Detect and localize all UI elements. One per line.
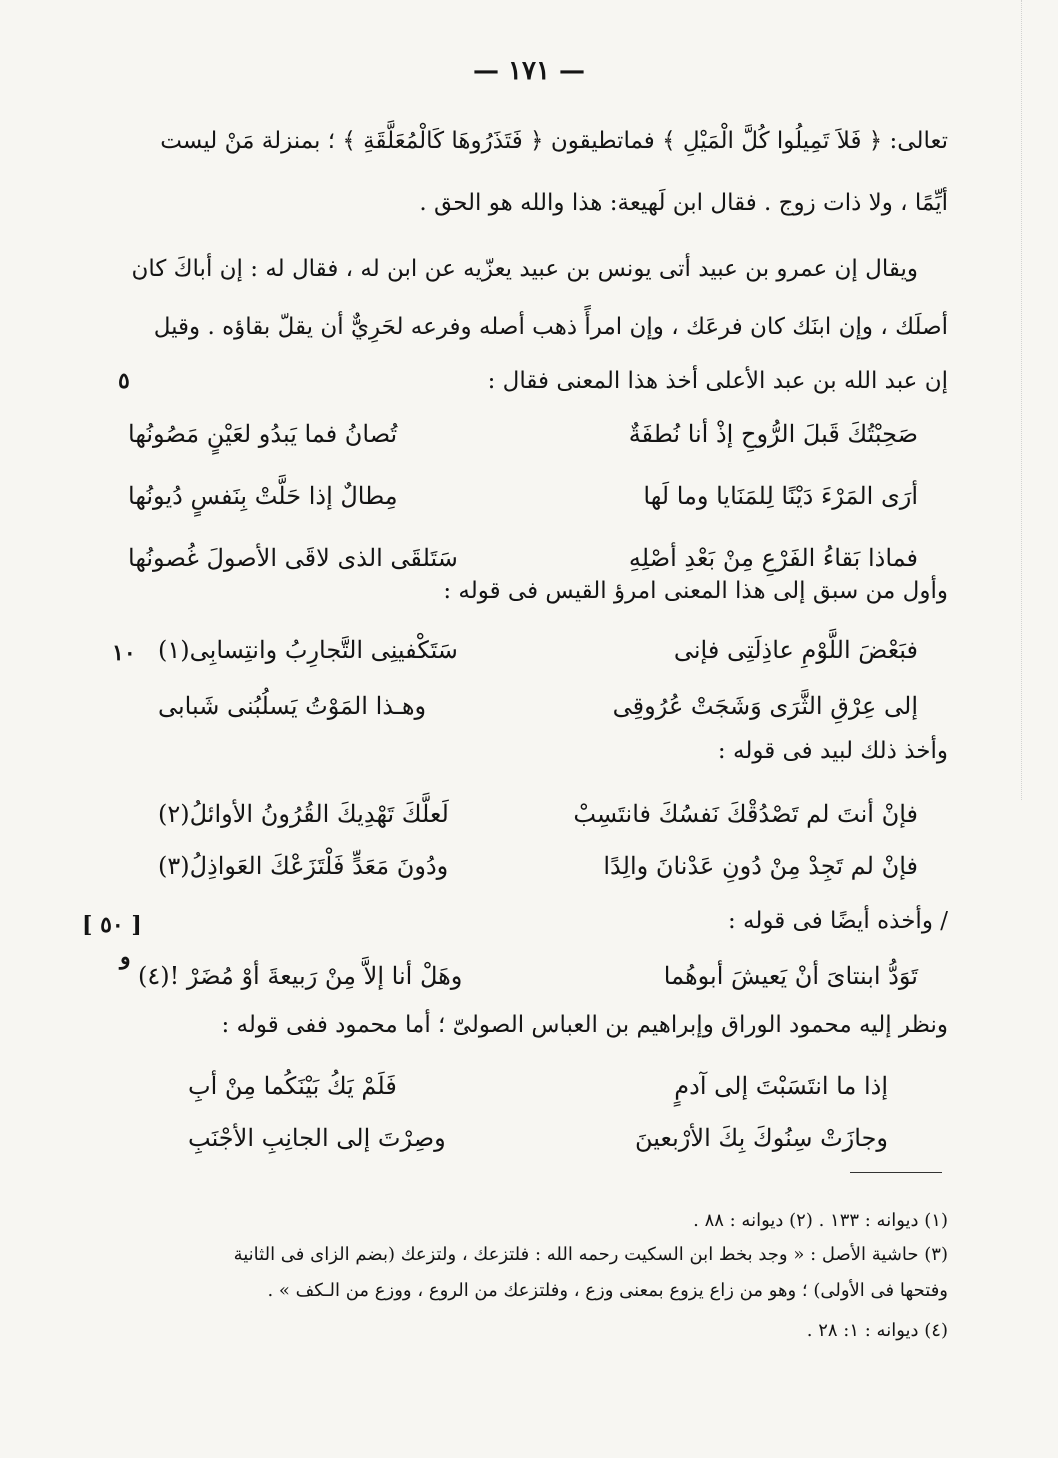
verse-group-5	[188, 1072, 888, 1172]
verse-group-3	[158, 800, 918, 910]
verse-second-hemistich: سَتَكْفينِى التَّجارِبُ وانتِسابِى(١)	[158, 636, 458, 664]
page-gutter-marks	[1021, 0, 1028, 800]
verse-first-hemistich: إذا ما انتَسَبْتَ إلى آدمٍ	[674, 1072, 888, 1100]
prose-intro-4	[128, 908, 948, 942]
prose-block-1	[128, 128, 948, 394]
verse-line	[128, 482, 918, 522]
prose-line: إن عبد الله بن عبد الأعلى أخذ هذا المعنى فقال :	[487, 368, 948, 394]
prose-line: أيِّمًا ، ولا ذات زوج . فقال ابن لَهيعة: هذا والله هو الحق .	[419, 190, 948, 216]
verse-first-hemistich: فإنْ لم تَجِدْ مِنْ دُونِ عَدْنانَ والِدًا	[603, 852, 918, 880]
folio-side-marker: و	[120, 944, 131, 970]
verse-first-hemistich: فبَعْضَ اللَّوْمِ عاذِلَتِى فإنى	[673, 636, 918, 664]
verse-second-hemistich: سَتَلقَى الذى لاقَى الأصولَ غُصونُها	[128, 544, 458, 572]
verse-second-hemistich: لَعلَّكَ تَهْدِيكَ القُرُونُ الأوائلُ(٢)	[158, 800, 449, 828]
verse-first-hemistich: فإنْ أنتَ لم تَصْدُقْكَ نَفسُكَ فانتَسِبْ	[573, 800, 918, 828]
footnote-divider	[850, 1172, 942, 1173]
verse-line	[158, 800, 918, 840]
verse-first-hemistich: وجازَتْ سِنُوكَ بِكَ الأرْبعينَ	[635, 1124, 888, 1152]
verse-group-2	[158, 636, 918, 746]
verse-line	[188, 1124, 888, 1164]
prose-intro-5	[128, 1012, 948, 1046]
verse-line	[188, 1072, 888, 1112]
prose-intro-3	[128, 738, 948, 772]
prose-line: ويقال إن عمرو بن عبيد أتى يونس بن عبيد يعزّيه عن ابن له ، فقال له : إن أباكَ كان	[131, 256, 918, 282]
prose-line: وأول من سبق إلى هذا المعنى امرؤ القيس فى قوله :	[443, 578, 948, 604]
footnote-4: (٤) ديوانه : ١: ٢٨ .	[806, 1320, 948, 1341]
verse-second-hemistich: وهَلْ أنا إلاَّ مِنْ رَبيعةَ أوْ مُضَرْ !(٤)	[138, 962, 463, 990]
verse-line	[158, 852, 918, 892]
verse-first-hemistich: تَوَدُّ ابنتاىَ أنْ يَعيشَ أبوهُما	[663, 962, 918, 990]
verse-first-hemistich: صَحِبْتُكَ قَبلَ الرُّوحِ إذْ أنا نُطفَةٌ	[628, 420, 918, 448]
folio-marker: [ ٥٠ ]	[82, 912, 142, 938]
verse-first-hemistich: أرَى المَرْءَ دَيْنًا لِلمَنَايا وما لَها	[643, 482, 918, 510]
verse-second-hemistich: تُصانُ فما يَبدُو لعَيْنٍ مَصُونُها	[128, 420, 398, 448]
verse-group-1	[128, 420, 918, 590]
prose-intro-2	[128, 578, 948, 612]
verse-second-hemistich: ودُونَ مَعَدٍّ فَلْتَزَعْكَ العَواذِلُ(٣)	[158, 852, 449, 880]
verse-line	[128, 420, 918, 460]
prose-line: تعالى: ﴿ فَلاَ تَمِيلُوا كُلَّ الْمَيْلِ ﴾ فماتطيقون ﴿ فَتَذَرُوهَا كَالْمُعَلَّقَةِ ﴾ ؛ بمنزلة مَنْ ليست	[160, 128, 948, 154]
verse-line	[158, 636, 918, 676]
line-number-five: ٥	[118, 368, 130, 394]
footnote-1-2: (١) ديوانه : ١٣٣ . (٢) ديوانه : ٨٨ .	[693, 1210, 948, 1231]
prose-line: ونظر إليه محمود الوراق وإبراهيم بن العباس الصولىّ ؛ أما محمود ففى قوله :	[221, 1012, 948, 1038]
footnote-3: (٣) حاشية الأصل : « وجد بخط ابن السكيت رحمه الله : فلتزعك ، ولتزعك (بضم الزاى فى الثانية	[233, 1244, 948, 1265]
verse-second-hemistich: وهـذا المَوْتُ يَسلُبُنى شَبابى	[158, 692, 427, 720]
verse-second-hemistich: وصِرْتَ إلى الجانِبِ الأجْنَبِ	[188, 1124, 446, 1152]
verse-group-4	[138, 962, 918, 1006]
verse-first-hemistich: فماذا بَقاءُ الفَرْعِ مِنْ بَعْدِ أصْلِهِ	[628, 544, 918, 572]
verse-second-hemistich: مِطالٌ إذا حَلَّتْ بِنَفسٍ دُيونُها	[128, 482, 398, 510]
verse-second-hemistich: فَلَمْ يَكُ بَيْنَكُما مِنْ أبِ	[188, 1072, 397, 1100]
prose-line: وأخذ ذلك لبيد فى قوله :	[717, 738, 948, 764]
prose-line: / وأخذه أيضًا فى قوله :	[727, 908, 948, 934]
prose-line: أصلَك ، وإن ابنَك كان فرعَك ، وإن امرأً ذهب أصله وفرعه لحَرِيٌّ أن يقلّ بقاؤه . وقيل	[153, 314, 948, 340]
footnote-3-continued: وفتحها فى الأولى) ؛ وهو من زاع يزوع بمعنى وزع ، وفلتزعك من الروع ، ووزع من الـكف » .	[267, 1280, 948, 1301]
verse-line	[138, 962, 918, 1002]
page-number-header: — ١٧١ —	[472, 56, 586, 86]
verse-first-hemistich: إلى عِرْقِ الثَّرَى وَشَجَتْ عُرُوقِى	[612, 692, 918, 720]
line-number-ten: ١٠	[112, 640, 136, 666]
verse-line	[158, 692, 918, 732]
